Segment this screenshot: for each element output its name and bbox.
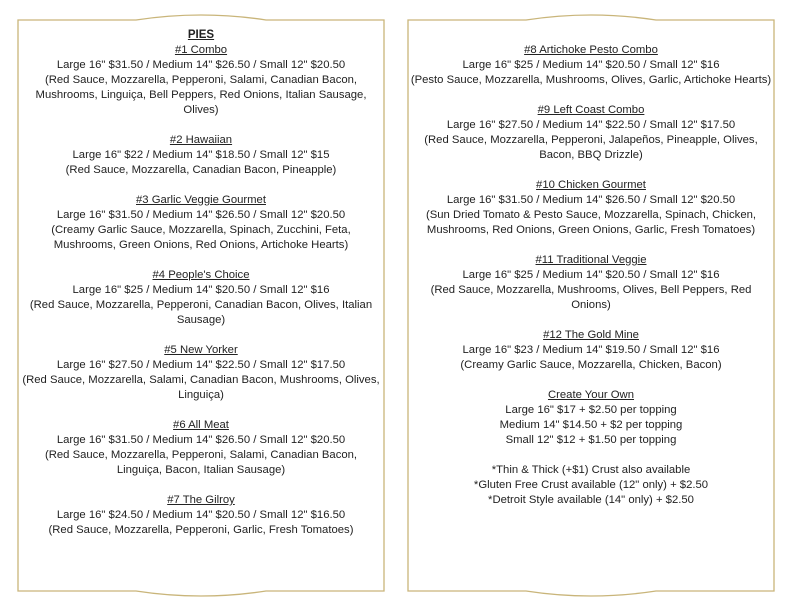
item-prices: Large 16" $31.50 / Medium 14" $26.50 / Small 12" $20.50 [56, 209, 346, 221]
item-prices: Large 16" $24.50 / Medium 14" $20.50 / Small 12" $16.50 [56, 509, 346, 521]
price-line: Small 12" $12 + $1.50 per topping [505, 434, 677, 446]
menu-item [410, 43, 772, 88]
item-ingredients: (Red Sauce, Mozzarella, Pepperoni, Salami, Canadian Bacon, Linguiça, Bacon, Italian Sausage) [44, 449, 358, 476]
item-name: #7 The Gilroy [167, 494, 235, 506]
item-prices: Large 16" $25 / Medium 14" $20.50 / Small 12" $16 [462, 59, 720, 71]
item-ingredients: (Sun Dried Tomato & Pesto Sauce, Mozzarella, Spinach, Chicken, Mushrooms, Red Onions, Green Onions, Garlic, Fresh Tomatoes) [425, 209, 757, 236]
create-your-own [410, 388, 772, 448]
menu-item [22, 193, 380, 253]
crust-notes [410, 463, 772, 508]
section-heading: PIES [187, 29, 215, 41]
note-line: *Gluten Free Crust available (12" only) + $2.50 [473, 479, 709, 491]
item-ingredients: (Red Sauce, Mozzarella, Pepperoni, Garlic, Fresh Tomatoes) [48, 524, 354, 536]
item-ingredients: (Creamy Garlic Sauce, Mozzarella, Chicken, Bacon) [460, 359, 722, 371]
menu-panel-left [16, 12, 386, 599]
item-prices: Large 16" $22 / Medium 14" $18.50 / Small 12" $15 [72, 149, 330, 161]
item-prices: Large 16" $31.50 / Medium 14" $26.50 / Small 12" $20.50 [56, 59, 346, 71]
item-prices: Large 16" $31.50 / Medium 14" $26.50 / Small 12" $20.50 [56, 434, 346, 446]
item-name: #11 Traditional Veggie [535, 254, 647, 266]
item-prices: Large 16" $31.50 / Medium 14" $26.50 / Small 12" $20.50 [446, 194, 736, 206]
item-prices: Large 16" $25 / Medium 14" $20.50 / Small 12" $16 [72, 284, 330, 296]
item-prices: Large 16" $23 / Medium 14" $19.50 / Small 12" $16 [462, 344, 720, 356]
price-line: Large 16" $17 + $2.50 per topping [505, 404, 677, 416]
item-name: #2 Hawaiian [169, 134, 233, 146]
item-ingredients: (Red Sauce, Mozzarella, Canadian Bacon, Pineapple) [65, 164, 337, 176]
item-name: #9 Left Coast Combo [537, 104, 645, 116]
menu-item [410, 103, 772, 163]
item-ingredients: (Red Sauce, Mozzarella, Pepperoni, Salami, Canadian Bacon, Mushrooms, Linguiça, Bell Peppers, Red Onions, Italian Sausage, Olives) [35, 74, 367, 116]
menu-item [410, 328, 772, 373]
item-prices: Large 16" $27.50 / Medium 14" $22.50 / Small 12" $17.50 [56, 359, 346, 371]
menu-item [22, 493, 380, 538]
item-ingredients: (Red Sauce, Mozzarella, Pepperoni, Jalapeños, Pineapple, Olives, Bacon, BBQ Drizzle) [424, 134, 758, 161]
price-line: Medium 14" $14.50 + $2 per topping [499, 419, 683, 431]
item-ingredients: (Red Sauce, Mozzarella, Pepperoni, Canadian Bacon, Olives, Italian Sausage) [29, 299, 373, 326]
menu-panel-right [406, 12, 776, 599]
menu-item [410, 178, 772, 238]
item-name: #10 Chicken Gourmet [536, 179, 646, 191]
item-name: #1 Combo [174, 44, 228, 56]
item-name: #8 Artichoke Pesto Combo [524, 44, 658, 56]
item-name: #12 The Gold Mine [543, 329, 639, 341]
note-line: *Detroit Style available (14" only) + $2.50 [488, 494, 694, 506]
menu-item [410, 253, 772, 313]
menu-item [22, 43, 380, 118]
menu-item [22, 343, 380, 403]
note-line: *Thin & Thick (+$1) Crust also available [491, 464, 691, 476]
item-name: #3 Garlic Veggie Gourmet [136, 194, 266, 206]
item-prices: Large 16" $27.50 / Medium 14" $22.50 / Small 12" $17.50 [446, 119, 736, 131]
item-name: Create Your Own [547, 389, 635, 401]
item-name: #4 People's Choice [152, 269, 250, 281]
menu-item [22, 268, 380, 328]
item-ingredients: (Red Sauce, Mozzarella, Salami, Canadian Bacon, Mushrooms, Olives, Linguiça) [22, 374, 380, 401]
item-prices: Large 16" $25 / Medium 14" $20.50 / Small 12" $16 [462, 269, 720, 281]
item-name: #6 All Meat [173, 419, 229, 431]
item-name: #5 New Yorker [164, 344, 238, 356]
item-ingredients: (Red Sauce, Mozzarella, Mushrooms, Olives, Bell Peppers, Red Onions) [430, 284, 752, 311]
item-ingredients: (Creamy Garlic Sauce, Mozzarella, Spinach, Zucchini, Feta, Mushrooms, Green Onions, Red Onions, Artichoke Hearts) [51, 224, 351, 251]
menu-item [22, 133, 380, 178]
menu-item [22, 418, 380, 478]
item-ingredients: (Pesto Sauce, Mozzarella, Mushrooms, Olives, Garlic, Artichoke Hearts) [410, 74, 772, 86]
